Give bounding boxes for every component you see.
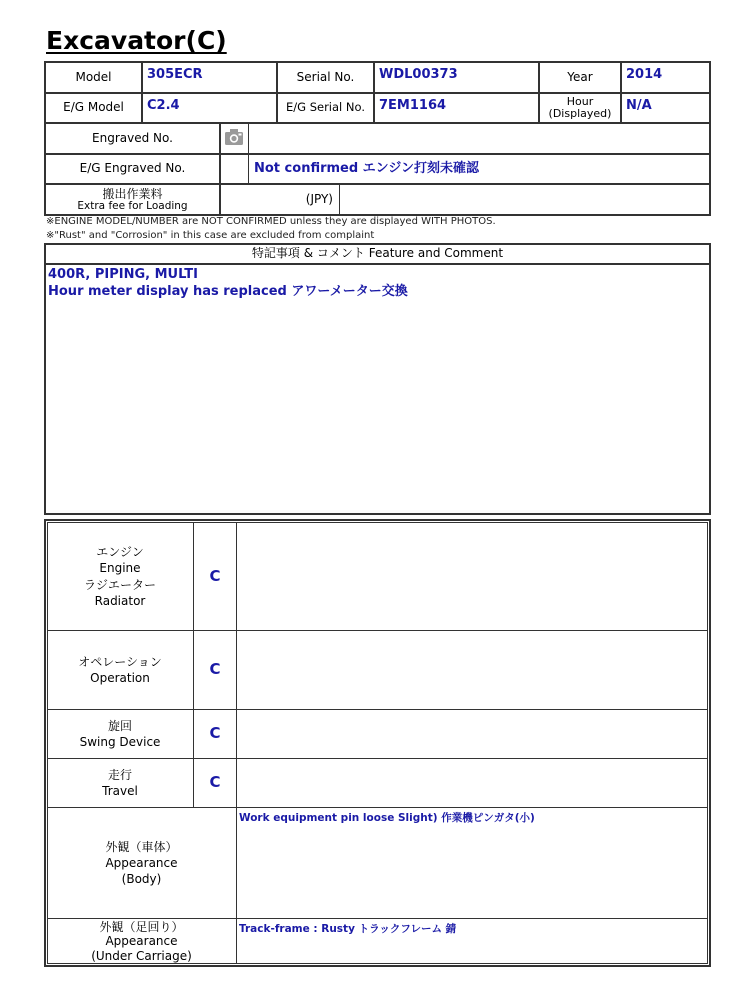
label-line: (Body) bbox=[121, 872, 162, 887]
eg-engraved-value: Not confirmed エンジン打刻未確認 bbox=[254, 160, 480, 176]
grade-swing: C bbox=[209, 724, 221, 743]
comment-appearance-body: Work equipment pin loose Slight) 作業機ピンガタ(小) bbox=[239, 811, 535, 824]
camera-icon bbox=[224, 126, 244, 148]
grade-travel: C bbox=[209, 773, 221, 792]
eg-model-label: E/G Model bbox=[63, 100, 124, 115]
hour-label bbox=[540, 94, 620, 122]
label-line: Radiator bbox=[94, 593, 146, 608]
inspection-label-appearance-undercarriage bbox=[47, 919, 236, 964]
label-line: Operation bbox=[90, 671, 150, 685]
label-line: Travel bbox=[102, 784, 138, 798]
serial-label: Serial No. bbox=[296, 69, 355, 84]
feature-comment-text bbox=[48, 266, 703, 300]
eg-serial-value: 7EM1164 bbox=[379, 98, 447, 113]
feature-line: Hour meter display has replaced アワーメーター交換 bbox=[48, 284, 408, 299]
inspection-label-swing bbox=[47, 710, 193, 758]
comment-appearance-undercarriage: Track-frame : Rusty トラックフレーム 錆 bbox=[239, 922, 457, 935]
label-line: Swing Device bbox=[79, 735, 161, 749]
label-line: 外観（車体） bbox=[105, 839, 178, 854]
loading-fee-unit: (JPY) bbox=[305, 192, 333, 207]
eg-model-value: C2.4 bbox=[147, 98, 180, 113]
label-line: オペレーション bbox=[78, 654, 162, 669]
note-rust-exclusion: ※"Rust" and "Corrosion" in this case are excluded from complaint bbox=[46, 230, 375, 241]
eg-serial-label: E/G Serial No. bbox=[286, 100, 365, 115]
eg-engraved-label: E/G Engraved No. bbox=[79, 161, 186, 176]
feature-line: 400R, PIPING, MULTI bbox=[48, 267, 198, 282]
inspection-label-appearance-body bbox=[47, 808, 236, 918]
loading-fee-label bbox=[46, 185, 219, 215]
label-line: (Under Carriage) bbox=[91, 948, 192, 963]
model-label: Model bbox=[75, 69, 112, 84]
hour-label-line2: (Displayed) bbox=[548, 107, 612, 120]
label-line: 旋回 bbox=[107, 718, 132, 733]
label-line: Appearance bbox=[105, 934, 178, 949]
year-value: 2014 bbox=[626, 67, 663, 82]
loading-fee-label-jp: 搬出作業料 bbox=[102, 187, 163, 202]
note-engine-confirmation: ※ENGINE MODEL/NUMBER are NOT CONFIRMED unless they are displayed WITH PHOTOS. bbox=[46, 216, 496, 227]
engraved-label: Engraved No. bbox=[92, 130, 173, 145]
inspection-label-engine bbox=[47, 523, 193, 630]
comment-operation bbox=[239, 633, 705, 653]
feature-comment-header: 特記事項 & コメント Feature and Comment bbox=[251, 246, 504, 261]
serial-value: WDL00373 bbox=[379, 67, 458, 82]
comment-engine bbox=[239, 525, 705, 545]
label-line: Engine bbox=[99, 561, 141, 576]
hour-label-line1: Hour bbox=[566, 94, 594, 108]
comment-travel bbox=[239, 761, 705, 781]
loading-fee-label-en: Extra fee for Loading bbox=[77, 199, 188, 212]
label-line: エンジン bbox=[96, 545, 144, 560]
label-line: ラジエーター bbox=[83, 577, 156, 592]
year-label: Year bbox=[567, 69, 593, 84]
hour-value: N/A bbox=[626, 98, 652, 113]
inspection-label-travel bbox=[47, 759, 193, 807]
page-title: Excavator(C) bbox=[46, 26, 227, 55]
inspection-label-operation bbox=[47, 631, 193, 709]
grade-engine: C bbox=[209, 566, 221, 585]
model-value: 305ECR bbox=[147, 67, 203, 82]
label-line: Appearance bbox=[105, 855, 178, 870]
comment-swing bbox=[239, 712, 705, 732]
grade-operation: C bbox=[209, 660, 221, 679]
label-line: 外観（足回り） bbox=[99, 919, 184, 934]
label-line: 走行 bbox=[107, 767, 132, 782]
